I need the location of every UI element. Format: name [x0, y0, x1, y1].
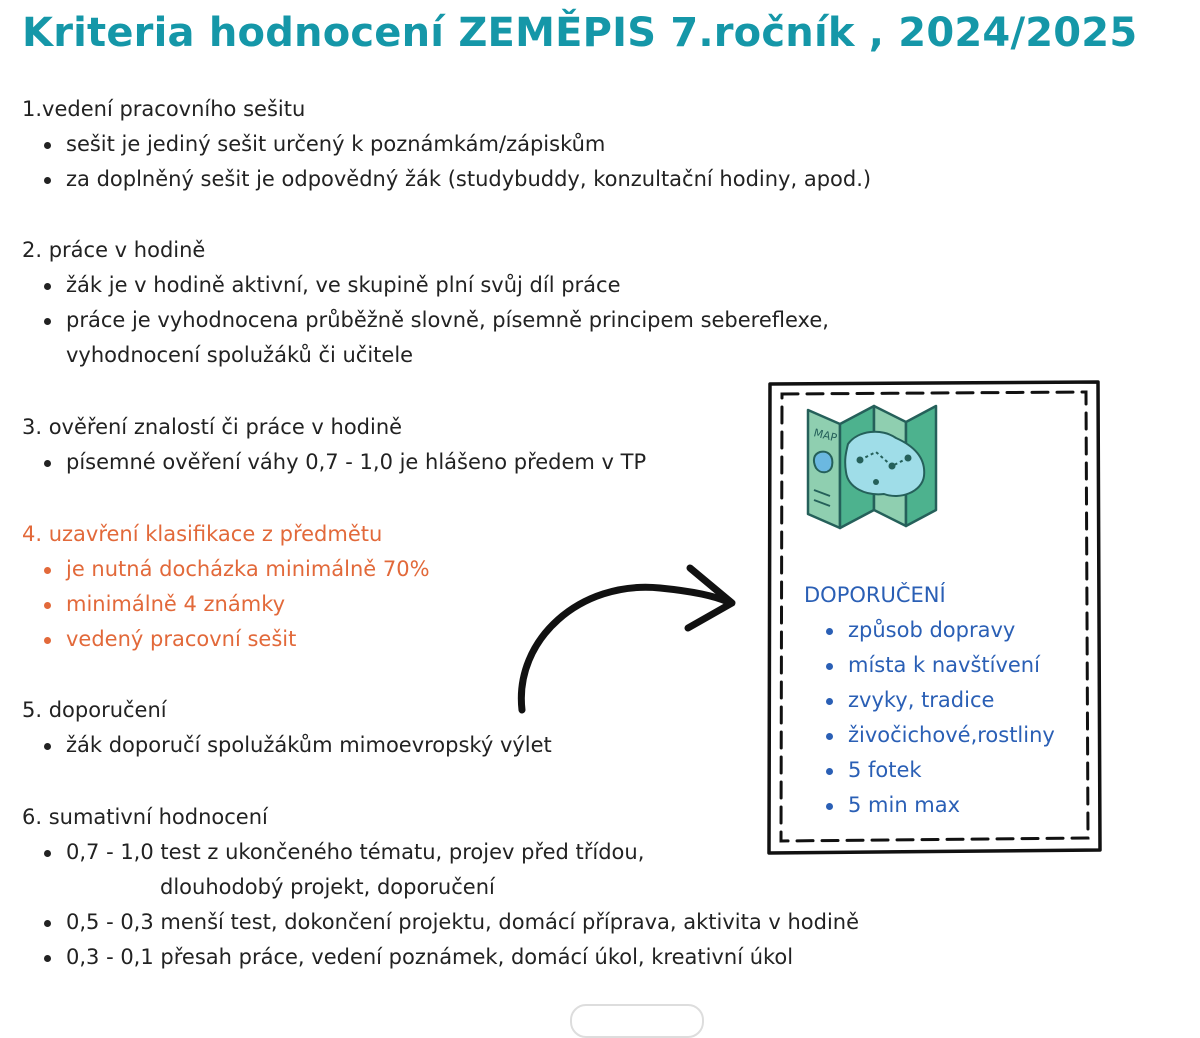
section-heading: 5. doporučení	[22, 698, 167, 722]
section-heading: 3. ověření znalostí či práce v hodině	[22, 415, 403, 439]
section-heading: 6. sumativní hodnocení	[22, 805, 268, 829]
list-item-line: vyhodnocení spolužáků či učitele	[66, 343, 414, 367]
list-item	[42, 303, 829, 373]
list-item: 0,3 - 0,1 přesah práce, vedení poznámek, domácí úkol, kreativní úkol	[42, 940, 859, 975]
list-item: 0,5 - 0,3 menší test, dokončení projektu, domácí příprava, aktivita v hodině	[42, 905, 859, 940]
section-recommendation	[22, 693, 552, 763]
section-heading: 1.vedení pracovního sešitu	[22, 97, 306, 121]
section-list	[22, 552, 430, 657]
list-item: místa k navštívení	[824, 648, 1055, 683]
list-item-line: 0,7 - 1,0 test z ukončeného tématu, projev před třídou,	[66, 840, 645, 864]
section-list	[22, 728, 552, 763]
section-notebook	[22, 92, 871, 197]
list-item: živočichové,rostliny	[824, 718, 1055, 753]
section-knowledge-check	[22, 410, 646, 480]
list-item: způsob dopravy	[824, 613, 1055, 648]
section-list	[22, 445, 646, 480]
list-item: písemné ověření váhy 0,7 - 1,0 je hlášeno předem v TP	[42, 445, 646, 480]
list-item	[42, 835, 859, 905]
list-item: vedený pracovní sešit	[42, 622, 430, 657]
map-label: MAP	[812, 426, 839, 445]
section-classification	[22, 517, 430, 657]
recommendation-list	[804, 613, 1055, 823]
map-icon	[804, 400, 940, 532]
list-item: zvyky, tradice	[824, 683, 1055, 718]
list-item: za doplněný sešit je odpovědný žák (studybuddy, konzultační hodiny, apod.)	[42, 162, 871, 197]
list-item: minimálně 4 známky	[42, 587, 430, 622]
recommendation-box	[804, 578, 1055, 823]
list-item: žák je v hodině aktivní, ve skupině plní svůj díl práce	[42, 268, 829, 303]
recommendation-heading: DOPORUČENÍ	[804, 583, 946, 607]
section-heading: 4. uzavření klasifikace z předmětu	[22, 522, 383, 546]
section-heading: 2. práce v hodině	[22, 238, 206, 262]
list-item-line: práce je vyhodnocena průběžně slovně, písemně principem sebereflexe,	[66, 308, 829, 332]
curved-arrow-icon	[510, 550, 750, 720]
page-title: Kriteria hodnocení ZEMĚPIS 7.ročník , 2024/2025	[22, 10, 1138, 56]
page-control[interactable]	[570, 1004, 704, 1038]
section-list	[22, 127, 871, 197]
list-item: žák doporučí spolužákům mimoevropský výlet	[42, 728, 552, 763]
section-list	[22, 268, 829, 373]
section-summative	[22, 800, 859, 975]
list-item: sešit je jediný sešit určený k poznámkám/zápiskům	[42, 127, 871, 162]
list-item: 5 min max	[824, 788, 1055, 823]
recommendation-card	[766, 378, 1102, 856]
section-classwork	[22, 233, 829, 373]
section-list	[22, 835, 859, 975]
list-item-line: dlouhodobý projekt, doporučení	[160, 875, 495, 899]
list-item: je nutná docházka minimálně 70%	[42, 552, 430, 587]
list-item: 5 fotek	[824, 753, 1055, 788]
